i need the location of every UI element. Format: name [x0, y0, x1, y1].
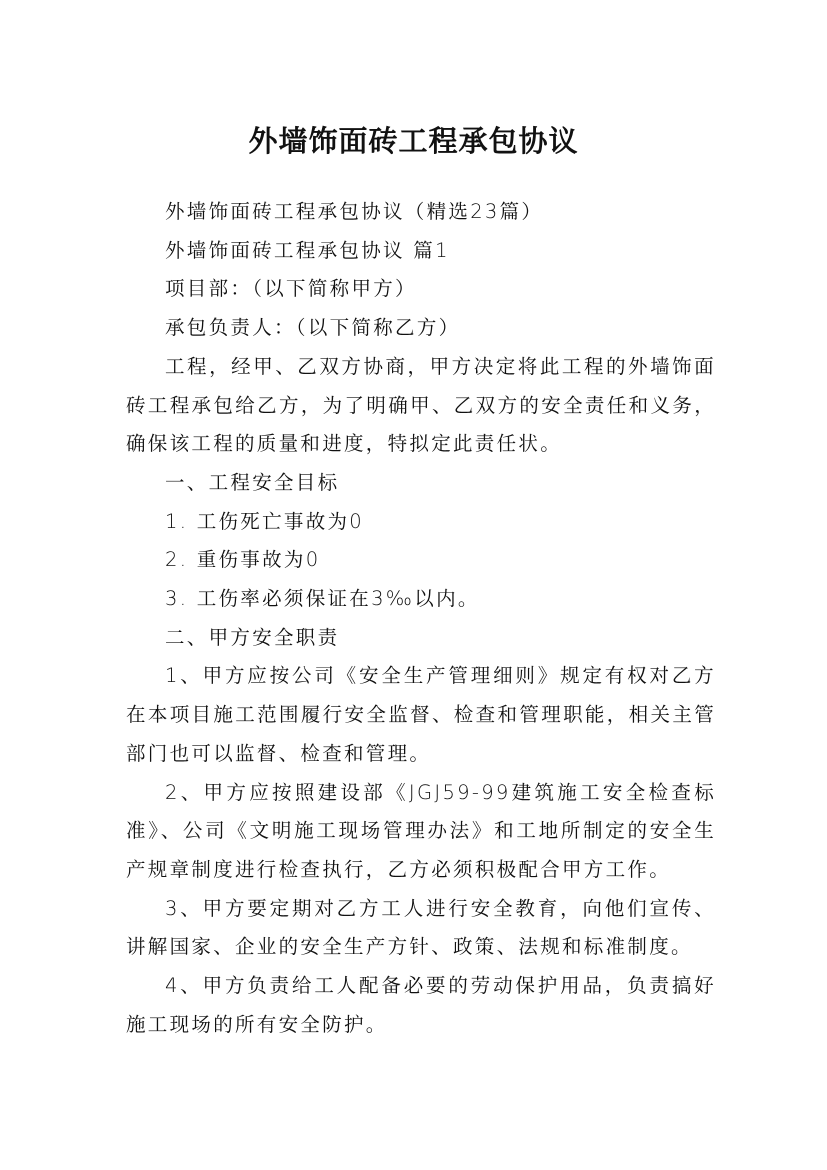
list-item-goal-2: 2. 重伤事故为0 — [165, 548, 321, 572]
document-title: 外墙饰面砖工程承包协议 — [248, 124, 579, 159]
paragraph-duty-3: 3、甲方要定期对乙方工人进行安全教育，向他们宣传、讲解国家、企业的安全生产方针、政策、法规和标准制度。 — [126, 896, 716, 959]
section-heading-safety-goals: 一、工程安全目标 — [165, 470, 340, 494]
paragraph-heading: 外墙饰面砖工程承包协议（精选23篇） — [165, 200, 544, 223]
paragraph-duty-2: 2、甲方应按照建设部《JGJ59-99建筑施工安全检查标准》、公司《文明施工现场管理办法》和工地所制定的安全生产规章制度进行检查执行，乙方必须积极配合甲方工作。 — [126, 780, 716, 881]
document-body — [126, 193, 716, 1044]
paragraph-party-a: 项目部：（以下简称甲方） — [165, 277, 417, 301]
paragraph-duty-4: 4、甲方负责给工人配备必要的劳动保护用品，负责搞好施工现场的所有安全防护。 — [126, 974, 716, 1036]
list-item-goal-3: 3. 工伤率必须保证在3‰以内。 — [165, 587, 480, 611]
paragraph-intro: 工程，经甲、乙双方协商，甲方决定将此工程的外墙饰面砖工程承包给乙方，为了明确甲、乙双方的安全责任和义务，确保该工程的质量和进度，特拟定此责任状。 — [126, 354, 716, 456]
paragraph-article-title: 外墙饰面砖工程承包协议 篇1 — [165, 238, 450, 262]
paragraph-duty-1: 1、甲方应按公司《安全生产管理细则》规定有权对乙方在本项目施工范围履行安全监督、检查和管理职能，相关主管部门也可以监督、检查和管理。 — [126, 664, 716, 765]
paragraph-party-b: 承包负责人：（以下简称乙方） — [165, 316, 461, 340]
list-item-goal-1: 1. 工伤死亡事故为0 — [165, 509, 365, 533]
section-heading-party-a-duties: 二、甲方安全职责 — [165, 625, 340, 649]
